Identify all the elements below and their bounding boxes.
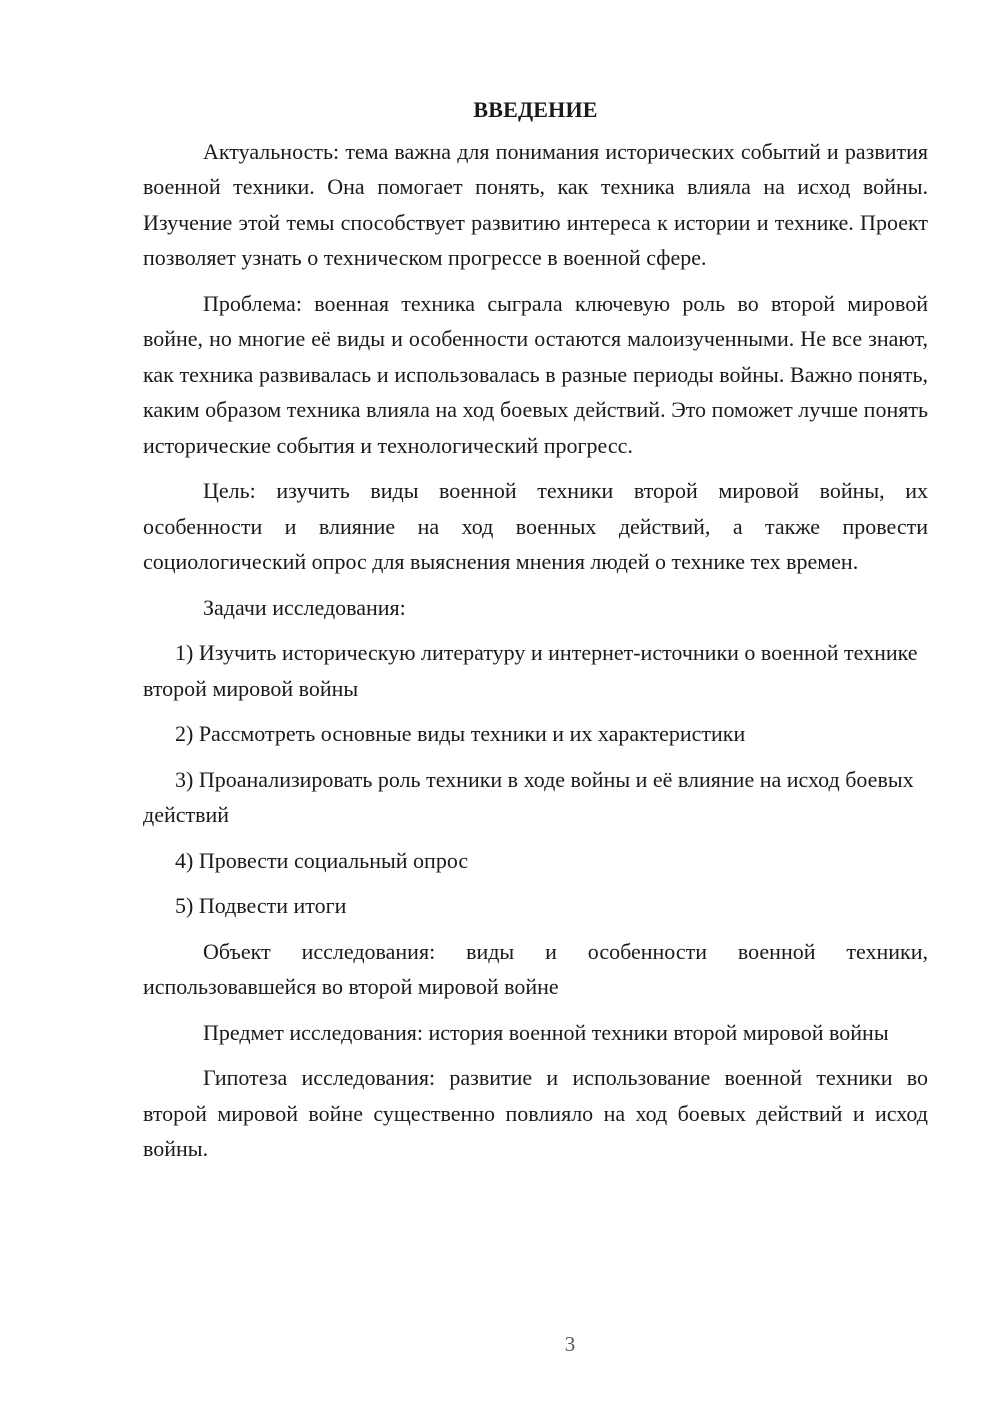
goal-paragraph: Цель: изучить виды военной техники второй мировой войны, их особенности и влияние на ход военных действий, а также провести социологический опрос для выяснения мнения людей о технике тех времен. bbox=[143, 478, 928, 574]
research-object-paragraph: Объект исследования: виды и особенности военной техники, использовавшейся во второй мировой войне bbox=[143, 938, 928, 999]
tasks-heading: Задачи исследования: bbox=[203, 594, 406, 620]
list-item: 2) Рассмотреть основные виды техники и их характеристики bbox=[175, 721, 746, 746]
page-title: ВВЕДЕНИЕ bbox=[473, 97, 598, 122]
problem-paragraph: Проблема: военная техника сыграла ключевую роль во второй мировой войне, но многие её виды и особенности остаются малоизученными. Не все знают, как техника развивалась и использовалась в разные периоды войны. Важно понять, каким образом техника влияла на ход боевых действий. Это поможет лучше понять исторические события и технологический прогресс. bbox=[143, 290, 928, 458]
document-page bbox=[143, 92, 928, 1177]
hypothesis-paragraph: Гипотеза исследования: развитие и использование военной техники во второй мировой войне существенно повлияло на ход боевых действий и исход войны. bbox=[143, 1065, 928, 1161]
list-item: 3) Проанализировать роль техники в ходе войны и её влияние на исход боевых действий bbox=[143, 766, 914, 827]
research-subject-paragraph: Предмет исследования: история военной техники второй мировой войны bbox=[203, 1019, 889, 1045]
relevance-paragraph: Актуальность: тема важна для понимания исторических событий и развития военной техники. Она помогает понять, как техника влияла на исход войны. Изучение этой темы способствует развитию интереса к истории и технике. Проект позволяет узнать о техническом прогрессе в военной сфере. bbox=[143, 138, 928, 270]
page-number: 3 bbox=[564, 1332, 576, 1356]
tasks-list bbox=[143, 635, 928, 924]
list-item: 1) Изучить историческую литературу и интернет-источники о военной технике второй мировой войны bbox=[143, 640, 918, 701]
list-item: 4) Провести социальный опрос bbox=[175, 847, 469, 873]
list-item: 5) Подвести итоги bbox=[175, 893, 347, 918]
